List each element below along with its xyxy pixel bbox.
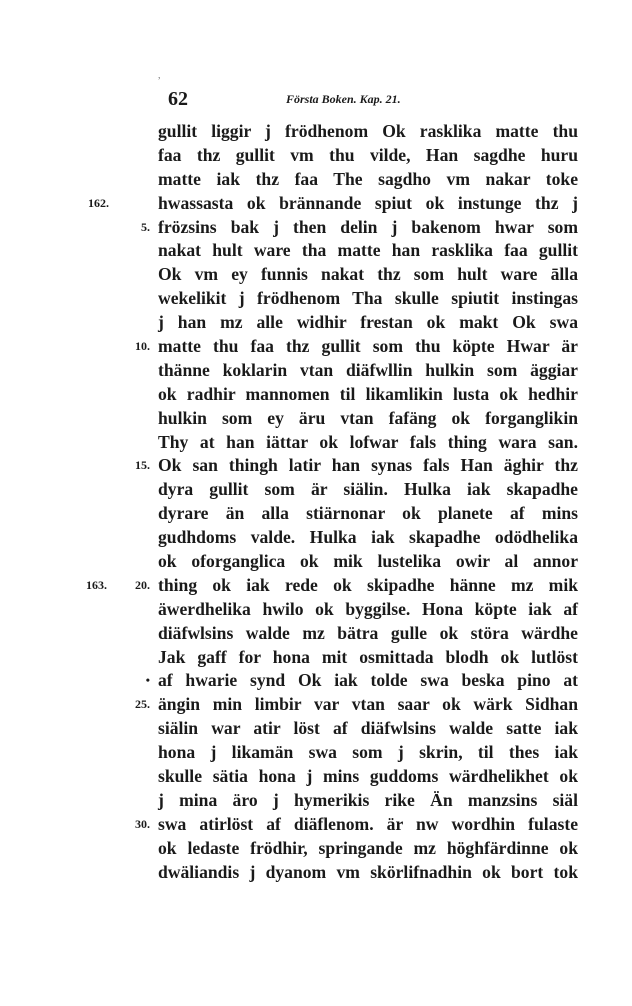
text-line [158, 646, 578, 670]
line-text: Thy at han iättar ok lofwar fals thing wara san. [158, 431, 578, 452]
text-line [135, 454, 578, 478]
line-text: matte thu faa thz gullit som thu köpte Hwar är [158, 336, 578, 357]
line-text: ok ledaste frödhir, springande mz höghfärdinne ok [158, 837, 578, 858]
line-text: Jak gaff for hona mit osmittada blodh ok lutlöst [158, 646, 578, 667]
line-text: skulle sätia hona j mins guddoms wärdhelikhet ok [158, 766, 578, 787]
line-text: j han mz alle widhir frestan ok makt Ok swa [158, 312, 578, 333]
line-text: hona j likamän swa som j skrin, til thes iak [158, 742, 578, 763]
body-text [86, 120, 578, 885]
text-line [158, 311, 578, 335]
margin-reference: 162. [88, 195, 109, 210]
line-text: hwassasta ok brännande spiut ok instunge thz j [158, 192, 578, 213]
margin-reference: 163. [86, 577, 107, 592]
line-text: siälin war atir löst af diäfwlsins walde satte iak [158, 718, 578, 739]
line-text: swa atirlöst af diäflenom. är nw wordhin fulaste [158, 813, 578, 834]
text-line [135, 335, 578, 359]
line-text: faa thz gullit vm thu vilde, Han sagdhe huru [158, 144, 578, 165]
line-text: dwäliandis j dyanom vm skörlifnadhin ok bort tok [158, 861, 578, 882]
line-text: thing ok iak rede ok skipadhe hänne mz mik [158, 574, 578, 595]
text-line [158, 717, 578, 741]
text-line [158, 383, 578, 407]
line-text: frözsins bak j then delin j bakenom hwar som [158, 216, 578, 237]
text-line [158, 622, 578, 646]
line-text: Ok vm ey funnis nakat thz som hult ware ālla [158, 264, 578, 285]
line-number: 5. [141, 219, 150, 234]
text-line [158, 144, 578, 168]
line-text: wekelikit j frödhenom Tha skulle spiutit instingas [158, 288, 578, 309]
text-line [158, 431, 578, 455]
text-line [158, 502, 578, 526]
line-text: af hwarie synd Ok iak tolde swa beska pino at [158, 670, 578, 691]
line-text: gullit liggir j frödhenom Ok rasklika matte thu [158, 121, 578, 141]
text-line [158, 789, 578, 813]
line-number: 20. [135, 577, 150, 592]
text-line [158, 598, 578, 622]
text-line [158, 765, 578, 789]
line-text: nakat hult ware tha matte han rasklika faa gullit [158, 240, 578, 261]
line-number: • [145, 673, 150, 688]
page-number: 62 [168, 88, 188, 110]
line-number: 15. [135, 458, 150, 473]
line-text: matte iak thz faa The sagdho vm nakar toke [158, 168, 578, 189]
text-line [158, 550, 578, 574]
text-line [135, 693, 578, 717]
text-line [158, 239, 578, 263]
text-line [158, 263, 578, 287]
text-line [158, 359, 578, 383]
line-number: 30. [135, 816, 150, 831]
text-line [88, 192, 578, 216]
text-line [158, 478, 578, 502]
line-number: 25. [135, 697, 150, 712]
line-text: ok oforganglica ok mik lustelika owir al annor [158, 551, 578, 572]
text-line [158, 526, 578, 550]
line-text: äwerdhelika hwilo ok byggilse. Hona köpte iak af [158, 598, 578, 619]
text-line [86, 574, 578, 598]
line-text: ok radhir mannomen til likamlikin lusta ok hedhir [158, 383, 578, 404]
line-text: ängin min limbir var vtan saar ok wärk Sidhan [158, 694, 578, 715]
page-header [168, 88, 588, 112]
line-text: thänne koklarin vtan diäfwllin hulkin som äggiar [158, 359, 578, 380]
text-line [135, 813, 578, 837]
text-line [145, 669, 578, 693]
line-number: 10. [135, 339, 150, 354]
running-title: Första Boken. Kap. 21. [286, 92, 401, 106]
text-line [141, 216, 578, 240]
line-text: diäfwlsins walde mz bätra gulle ok störa wärdhe [158, 622, 578, 643]
line-text: gudhdoms valde. Hulka iak skapadhe odödhelika [158, 527, 578, 548]
line-text: dyra gullit som är siälin. Hulka iak skapadhe [158, 479, 578, 500]
text-line [158, 407, 578, 431]
line-text: hulkin som ey äru vtan fafäng ok forganglikin [158, 407, 578, 428]
text-line [158, 741, 578, 765]
stray-mark: , [158, 70, 161, 81]
text-line [158, 861, 578, 885]
text-line [158, 168, 578, 192]
line-text: dyrare än alla stiärnonar ok planete af mins [158, 503, 578, 524]
text-line [158, 120, 578, 144]
line-text: j mina äro j hymerikis rike Än manzsins siäl [158, 789, 578, 810]
text-line [158, 837, 578, 861]
text-line [158, 287, 578, 311]
line-text: Ok san thingh latir han synas fals Han äghir thz [158, 455, 578, 476]
